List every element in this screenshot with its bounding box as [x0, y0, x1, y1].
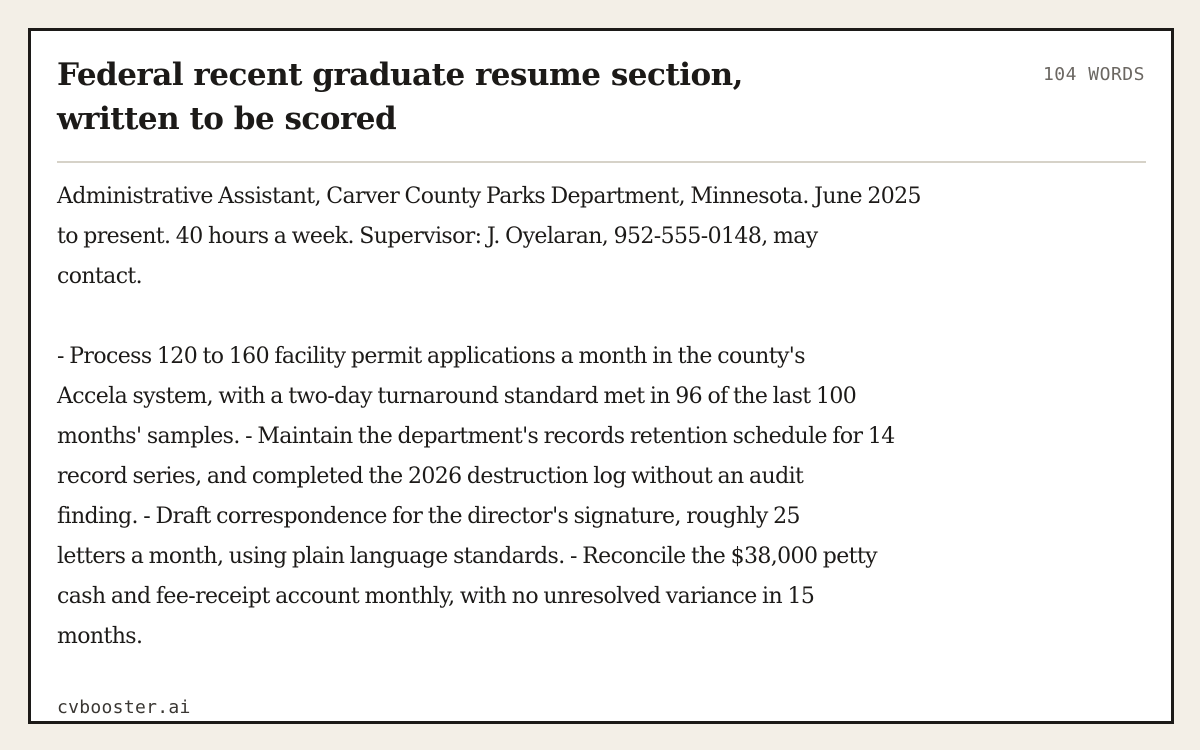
body-line: months. [57, 624, 143, 649]
body-line: contact. [57, 264, 143, 289]
body-line: Administrative Assistant, Carver County Parks Department, Minnesota. June 2025 [57, 184, 921, 209]
resume-body-text [57, 177, 1057, 657]
body-line: Accela system, with a two-day turnaround standard met in 96 of the last 100 [57, 384, 857, 409]
card-title-text: Federal recent graduate resume section, written to be scored [57, 57, 743, 137]
title-divider [57, 161, 1146, 163]
body-line: record series, and completed the 2026 destruction log without an audit [57, 464, 804, 489]
resume-section-card [28, 28, 1174, 724]
footer-brand: cvbooster.ai [57, 697, 191, 718]
body-line: letters a month, using plain language standards. - Reconcile the $38,000 petty [57, 544, 877, 569]
body-line: - Process 120 to 160 facility permit applications a month in the county's [57, 344, 805, 369]
card-title [57, 53, 817, 141]
body-line: to present. 40 hours a week. Supervisor: J. Oyelaran, 952-555-0148, may [57, 224, 818, 249]
word-count-label: 104 WORDS [1042, 64, 1145, 85]
body-line: cash and fee-receipt account monthly, with no unresolved variance in 15 [57, 584, 815, 609]
body-line: months' samples. - Maintain the department's records retention schedule for 14 [57, 424, 895, 449]
body-line: finding. - Draft correspondence for the director's signature, roughly 25 [57, 504, 800, 529]
